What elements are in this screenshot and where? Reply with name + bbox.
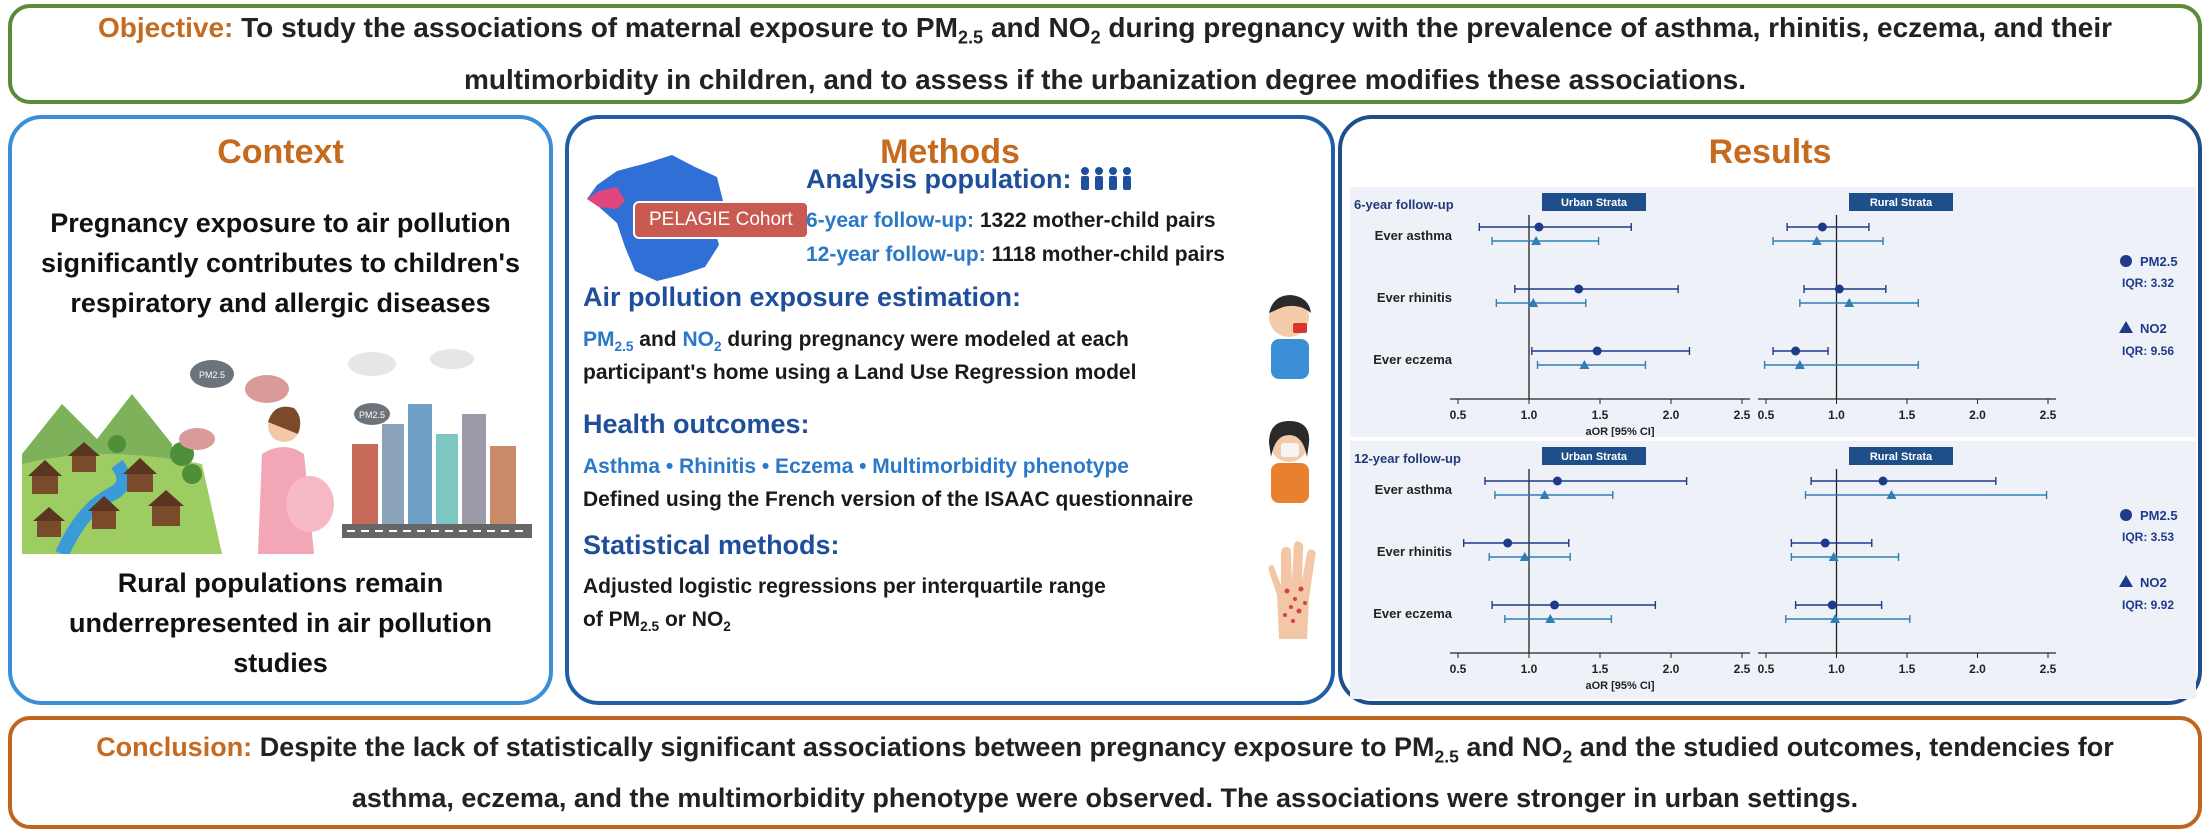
objective-text-a: To study the associations of maternal exposure to PM bbox=[233, 12, 958, 44]
conclusion-text-a: Despite the lack of statistically significant associations between pregnancy exposure to PM bbox=[252, 731, 1435, 762]
cohort-badge: PELAGIE Cohort bbox=[633, 201, 809, 239]
legend-pm25-marker bbox=[2120, 509, 2132, 521]
strata-header: Rural Strata bbox=[1869, 197, 1933, 209]
pm25-point bbox=[1534, 223, 1543, 232]
tick-label: 2.0 bbox=[1969, 662, 1986, 676]
legend-no2-label: NO2 bbox=[2140, 321, 2167, 336]
followup-6-label: 6-year follow-up: bbox=[806, 209, 975, 232]
sneezing-child-icon bbox=[1259, 417, 1321, 505]
conclusion-text-b: and NO bbox=[1458, 731, 1563, 762]
legend-pm25-label: PM2.5 bbox=[2140, 254, 2178, 269]
pm25-point bbox=[1835, 285, 1844, 294]
forest-plot-12y-svg bbox=[1350, 441, 2196, 699]
followup-12-label: 12-year follow-up: bbox=[806, 243, 986, 266]
pm25-point bbox=[1821, 539, 1830, 548]
health-heading: Health outcomes: bbox=[583, 409, 810, 439]
followup-12-line bbox=[806, 239, 1225, 270]
outcome-label: Ever rhinitis bbox=[1376, 290, 1452, 305]
pm-badge-1: PM2.5 bbox=[198, 370, 226, 380]
stat-heading: Statistical methods: bbox=[583, 530, 840, 560]
x-axis-label: aOR [95% CI] bbox=[1585, 426, 1655, 437]
conclusion-text-c: and the studied outcomes, tendencies for asthma, eczema, and the multimorbidity phenotype were observed. The associations were stronger in urban settings. bbox=[351, 731, 2114, 814]
stat-line-2-a: of PM bbox=[583, 608, 641, 631]
tick-label: 2.5 bbox=[2039, 662, 2057, 676]
population-people-icon bbox=[1077, 165, 1135, 197]
strata-header: Urban Strata bbox=[1560, 197, 1628, 209]
objective-text-b: and NO bbox=[983, 12, 1091, 44]
pm25-point bbox=[1593, 347, 1602, 356]
exposure-no: NO bbox=[682, 328, 714, 351]
objective-text-c: during pregnancy with the prevalence of asthma, rhinitis, eczema, and their multimorbidity in children, and to assess if the urbanization degree modifies these associations. bbox=[463, 12, 2113, 95]
tick-label: 1.5 bbox=[1898, 408, 1916, 422]
conclusion-sub-a: 2.5 bbox=[1434, 746, 1459, 767]
strata-header: Rural Strata bbox=[1869, 451, 1933, 463]
strata-header: Urban Strata bbox=[1560, 451, 1628, 463]
outcome-label: Ever asthma bbox=[1374, 228, 1452, 243]
tick-label: 2.0 bbox=[1662, 662, 1680, 676]
followup-6-value: 1322 mother-child pairs bbox=[974, 209, 1216, 232]
conclusion-sub-b: 2 bbox=[1562, 746, 1573, 767]
exposure-heading: Air pollution exposure estimation: bbox=[583, 282, 1022, 312]
pm25-point bbox=[1828, 601, 1837, 610]
legend-pm25-label: PM2.5 bbox=[2140, 508, 2178, 523]
tick-label: 2.0 bbox=[1662, 408, 1680, 422]
health-outcomes-list: Asthma • Rhinitis • Eczema • Multimorbidity phenotype bbox=[583, 455, 1129, 478]
tick-label: 1.0 bbox=[1828, 408, 1845, 422]
health-definition: Defined using the French version of the ISAAC questionnaire bbox=[583, 488, 1194, 511]
tick-label: 1.5 bbox=[1591, 408, 1609, 422]
exposure-no-sub: 2 bbox=[713, 339, 722, 355]
stat-line-2-b: or NO bbox=[659, 608, 724, 631]
methods-panel bbox=[565, 115, 1335, 705]
exposure-pm: PM bbox=[583, 328, 615, 351]
pm-badge-2: PM2.5 bbox=[358, 410, 386, 420]
tick-label: 1.5 bbox=[1591, 662, 1609, 676]
legend-no2-label: NO2 bbox=[2140, 575, 2167, 590]
stat-line-2-sub-a: 2.5 bbox=[640, 619, 660, 635]
pm25-point bbox=[1503, 539, 1512, 548]
pm25-point bbox=[1791, 347, 1800, 356]
context-panel bbox=[8, 115, 553, 705]
tick-label: 2.5 bbox=[1733, 408, 1751, 422]
followup-12-value: 1118 mother-child pairs bbox=[985, 243, 1225, 266]
context-illustration bbox=[22, 334, 542, 554]
legend-no2-iqr: IQR: 9.92 bbox=[2122, 598, 2175, 612]
tick-label: 0.5 bbox=[1449, 662, 1467, 676]
tick-label: 1.0 bbox=[1828, 662, 1845, 676]
pregnant-woman-figure bbox=[258, 407, 334, 554]
methods-title: Methods bbox=[880, 133, 1020, 171]
context-text-1: Pregnancy exposure to air pollution significantly contributes to children's respiratory and allergic diseases bbox=[41, 208, 520, 318]
forest-plot-12y bbox=[1350, 441, 2196, 699]
followup-6-line bbox=[806, 205, 1216, 236]
tick-label: 2.5 bbox=[2039, 408, 2057, 422]
inhaler-child-icon bbox=[1259, 289, 1321, 381]
followup-label: 6-year follow-up bbox=[1354, 197, 1454, 212]
tick-label: 1.0 bbox=[1520, 408, 1538, 422]
exposure-line-1-rest: during pregnancy were modeled at each bbox=[721, 328, 1129, 351]
pm25-point bbox=[1879, 477, 1888, 486]
outcome-label: Ever rhinitis bbox=[1376, 544, 1452, 559]
pm25-point bbox=[1550, 601, 1559, 610]
legend-pm25-iqr: IQR: 3.32 bbox=[2122, 276, 2175, 290]
population-heading: Analysis population: bbox=[806, 164, 1072, 194]
stat-line-1: Adjusted logistic regressions per interquartile range bbox=[583, 575, 1106, 598]
exposure-and: and bbox=[633, 328, 683, 351]
context-title: Context bbox=[217, 133, 344, 171]
exposure-pm-sub: 2.5 bbox=[614, 339, 634, 355]
tick-label: 1.0 bbox=[1520, 662, 1538, 676]
tick-label: 0.5 bbox=[1449, 408, 1467, 422]
eczema-hand-icon bbox=[1265, 541, 1319, 639]
legend-pm25-iqr: IQR: 3.53 bbox=[2122, 530, 2175, 544]
tick-label: 2.0 bbox=[1969, 408, 1986, 422]
objective-text bbox=[72, 7, 2138, 101]
pm25-point bbox=[1818, 223, 1827, 232]
forest-plot-6y-svg bbox=[1350, 187, 2196, 437]
legend-pm25-marker bbox=[2120, 255, 2132, 267]
followup-label: 12-year follow-up bbox=[1354, 451, 1461, 466]
conclusion-box bbox=[8, 716, 2202, 829]
objective-box bbox=[8, 4, 2202, 104]
outcome-label: Ever eczema bbox=[1373, 352, 1452, 367]
objective-sub-b: 2 bbox=[1090, 27, 1101, 48]
objective-sub-a: 2.5 bbox=[957, 27, 984, 48]
results-title: Results bbox=[1708, 133, 1832, 171]
pm25-point bbox=[1574, 285, 1583, 294]
legend-no2-marker bbox=[2119, 575, 2133, 587]
tick-label: 0.5 bbox=[1757, 408, 1775, 422]
legend-no2-marker bbox=[2119, 321, 2133, 333]
stat-line-2-sub-b: 2 bbox=[723, 619, 731, 635]
pm25-point bbox=[1553, 477, 1562, 486]
context-text-2: Rural populations remain underrepresented in air pollution studies bbox=[68, 568, 493, 678]
results-panel bbox=[1338, 115, 2202, 705]
x-axis-label: aOR [95% CI] bbox=[1585, 680, 1655, 692]
outcome-label: Ever eczema bbox=[1373, 606, 1452, 621]
exposure-line-2: participant's home using a Land Use Regression model bbox=[583, 361, 1137, 384]
legend-no2-iqr: IQR: 9.56 bbox=[2122, 344, 2175, 358]
tick-label: 1.5 bbox=[1898, 662, 1916, 676]
conclusion-text bbox=[62, 726, 2148, 819]
outcome-label: Ever asthma bbox=[1374, 482, 1452, 497]
tick-label: 0.5 bbox=[1757, 662, 1775, 676]
objective-lead: Objective: bbox=[97, 12, 234, 44]
forest-plot-6y bbox=[1350, 187, 2196, 437]
stat-line-2 bbox=[583, 604, 731, 642]
conclusion-lead: Conclusion: bbox=[96, 731, 253, 762]
tick-label: 2.5 bbox=[1733, 662, 1751, 676]
